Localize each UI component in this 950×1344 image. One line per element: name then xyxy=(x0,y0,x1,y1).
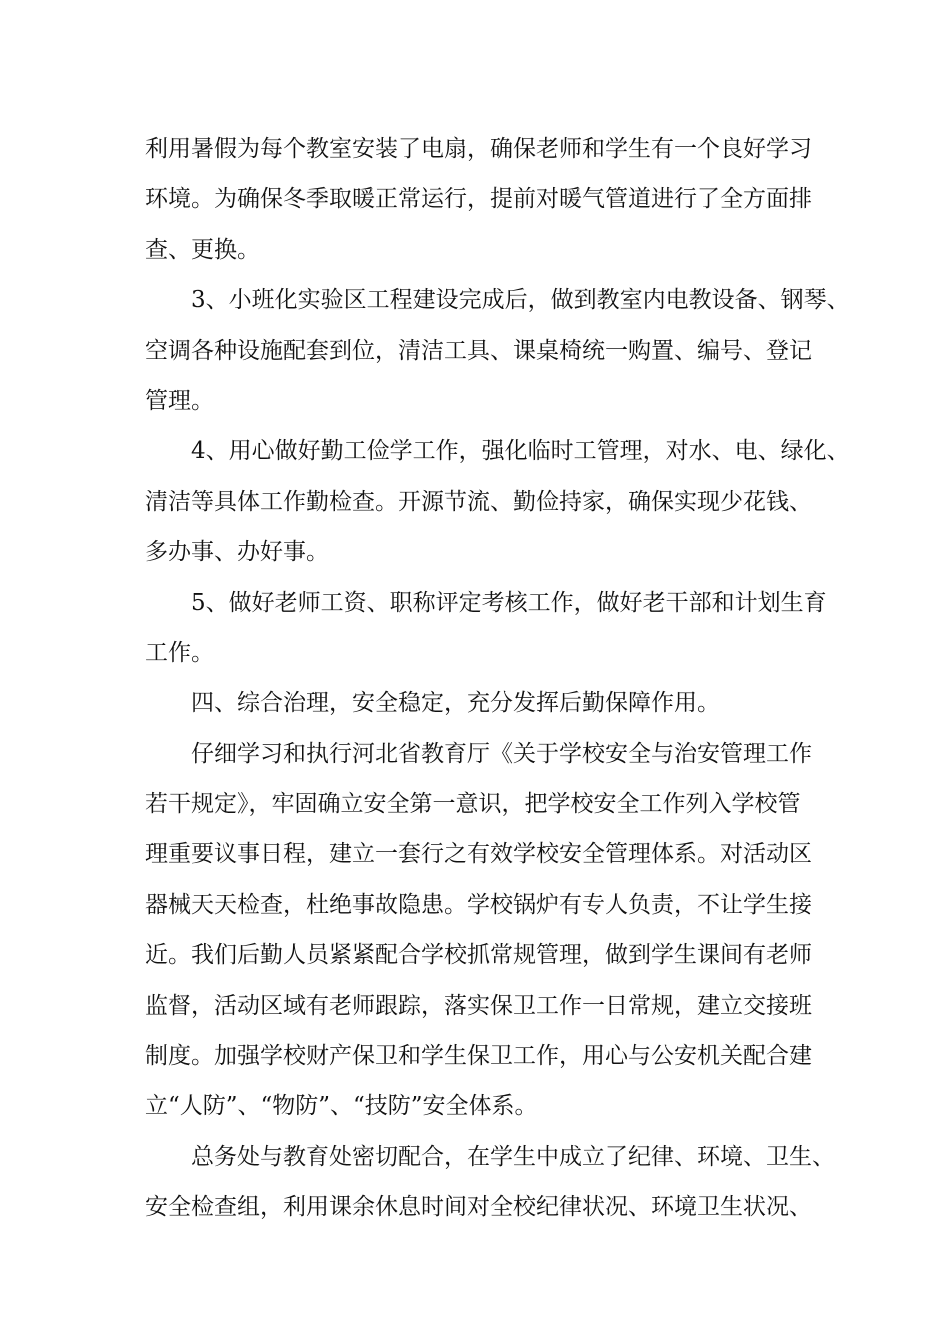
text-line: 近。我们后勤人员紧紧配合学校抓常规管理，做到学生课间有老师 xyxy=(145,942,812,969)
text-line: 安全检查组，利用课余休息时间对全校纪律状况、环境卫生状况、 xyxy=(145,1194,812,1221)
text-line: 利用暑假为每个教室安装了电扇，确保老师和学生有一个良好学习 xyxy=(145,136,812,162)
paragraph-first-line: 总务处与教育处密切配合，在学生中成立了纪律、环境、卫生、 xyxy=(191,1143,835,1170)
text-line: 监督，活动区域有老师跟踪，落实保卫工作一日常规，建立交接班 xyxy=(145,992,812,1019)
paragraph-first-line: 4、用心做好勤工俭学工作，强化临时工管理，对水、电、绿化、 xyxy=(191,438,850,465)
section-heading: 四、综合治理，安全稳定，充分发挥后勤保障作用。 xyxy=(191,690,720,717)
text-line: 立“人防”、“物防”、“技防”安全体系。 xyxy=(145,1093,538,1120)
text-line: 器械天天检查，杜绝事故隐患。学校锅炉有专人负责，不让学生接 xyxy=(145,891,812,918)
text-line: 清洁等具体工作勤检查。开源节流、勤俭持家，确保实现少花钱、 xyxy=(145,488,812,515)
text-line: 查、更换。 xyxy=(145,236,260,263)
text-line: 若干规定》，牢固确立安全第一意识，把学校安全工作列入学校管 xyxy=(145,791,801,818)
text-line: 多办事、办好事。 xyxy=(145,539,329,566)
text-line: 空调各种设施配套到位，清洁工具、课桌椅统一购置、编号、登记 xyxy=(145,337,812,364)
paragraph-first-line: 3、小班化实验区工程建设完成后，做到教室内电教设备、钢琴、 xyxy=(191,287,850,314)
document-body xyxy=(145,124,850,1233)
text-line: 理重要议事日程，建立一套行之有效学校安全管理体系。对活动区 xyxy=(145,841,812,868)
text-line: 工作。 xyxy=(145,639,214,666)
paragraph-first-line: 5、做好老师工资、职称评定考核工作，做好老干部和计划生育 xyxy=(191,589,827,616)
text-line: 制度。加强学校财产保卫和学生保卫工作，用心与公安机关配合建 xyxy=(145,1043,812,1070)
paragraph-first-line: 仔细学习和执行河北省教育厅《关于学校安全与治安管理工作 xyxy=(191,740,812,767)
text-line: 管理。 xyxy=(145,387,214,414)
text-line: 环境。为确保冬季取暖正常运行，提前对暖气管道进行了全方面排 xyxy=(145,186,812,213)
